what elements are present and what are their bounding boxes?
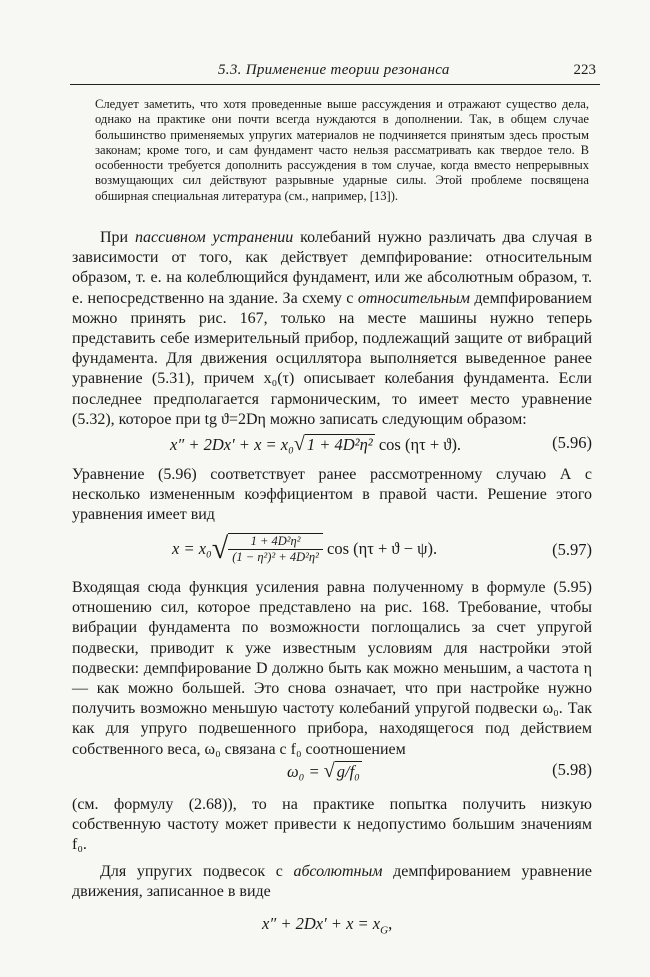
equation-5-97: x = x₀√ $\frac{\text{1 + 4D²η²}}{\text{(1 − η²)² + 4D²η²}}$ cos (ητ + ϑ − ψ). (5.97) (172, 532, 592, 565)
text-segment: колебаний нужно различать два случая в зависимости от того, как действует демпфирование: относительным образом, т. е. на колеблющийся фундамент, или же абсолютным образом, т. е. непосредственно на здание. За схему с (72, 229, 592, 307)
equation-number: (5.97) (552, 540, 592, 559)
equation-radicand: 1 + 4D²η² (306, 435, 373, 454)
emphasis: пассивном устранении (135, 229, 294, 246)
equation-lhs: x = x₀ (172, 539, 212, 558)
paragraph-absolute-damping (72, 862, 592, 902)
text-segment: демпфированием можно принять рис. 167, только на месте машины нужно теперь представить себе измерительный прибор, подлежащий защите от вибраций фундамента. Для движения осциллятора выполняется выведенное ранее уравнение (5.31), причем x₀(τ) описывает колебания фундамента. Если последнее предполагается гармоническим, то имеет место уравнение (5.32), которое при tg ϑ=2Dη можно записать следующим образом: (72, 289, 592, 428)
equation-number: (5.98) (552, 760, 592, 779)
text-segment: демпфированием уравнение движения, записанное в виде (72, 863, 592, 901)
page-number: 223 (573, 62, 596, 78)
equation-lhs: x″ + 2Dx′ + x = x₀ (170, 435, 294, 454)
paragraph-passive-isolation (72, 228, 592, 430)
equation-radicand: g/f₀ (336, 762, 360, 781)
small-print-note: Следует заметить, что хотя проведенные выше рассуждения и отражают существо дела, однако на практике они почти всегда нуждаются в дополнении. Так, в общем случае большинство применяемых упругих материалов не подчиняется принятым здесь простым законам; кроме того, и сам фундамент часто нельзя рассматривать как твердое тело. В особенности требуется дополнить рассуждения в том случае, когда вместо непрерывных возмущающих сил действуют разрывные ударные силы. Этой проблеме посвящена обширная специальная литература (см., например, [13]). (95, 97, 589, 203)
equation-5-96: x″ + 2Dx′ + x = x₀√ 1 + 4D²η² cos (ητ + ϑ). (5.96) (170, 433, 592, 455)
equation-5-98: ω₀ = √ g/f₀ (5.98) (287, 760, 592, 782)
equation-subscript: G (380, 924, 389, 937)
paragraph-amplification: Входящая сюда функция усиления равна полученному в формуле (5.95) отношению сил, которое представлено на рис. 168. Требование, чтобы вибрации фундамента по возможности поглощались за счет упругой подвески, приводит к уже известным условиям для настройки этой подвески: демпфирование D должно быть как можно меньшим, а частота η — как можно большей. Это снова означает, что при настройке нужно получить возможно меньшую частоту колебаний упругой подвески ω₀. Так как для упруго подвешенного прибора, находящегося под действием собственного веса, ω₀ связана с f₀ соотношением (72, 579, 592, 758)
paragraph-solution: Уравнение (5.96) соответствует ранее рассмотренному случаю А с несколько измененным коэффициентом в правой части. Решение этого уравнения имеет вид (72, 466, 592, 524)
fraction-numerator: 1 + 4D²η² (228, 534, 323, 550)
equation-end: , (388, 914, 393, 933)
equation-expression: x″ + 2Dx′ + x = x (262, 914, 381, 933)
equation-number: (5.96) (552, 433, 592, 452)
running-title: 5.3. Применение теории резонанса (218, 62, 450, 78)
running-header (70, 62, 600, 85)
emphasis: абсолютным (293, 863, 383, 880)
fraction-denominator: (1 − η²)² + 4D²η² (232, 550, 319, 564)
equation-rhs: cos (ητ + ϑ − ψ). (322, 539, 438, 558)
text-segment: Для упругих подвесок с (100, 863, 294, 880)
equation-rhs: cos (ητ + ϑ). (374, 435, 462, 454)
equation-lhs: ω₀ = (287, 762, 324, 781)
paragraph-low-frequency: (см. формулу (2.68)), то на практике попытка получить низкую собственную частоту может привести к недопустимо большим значениям f₀. (72, 796, 592, 854)
emphasis: относительным (357, 289, 470, 307)
text-segment: При (100, 229, 135, 246)
equation-motion (72, 914, 592, 940)
